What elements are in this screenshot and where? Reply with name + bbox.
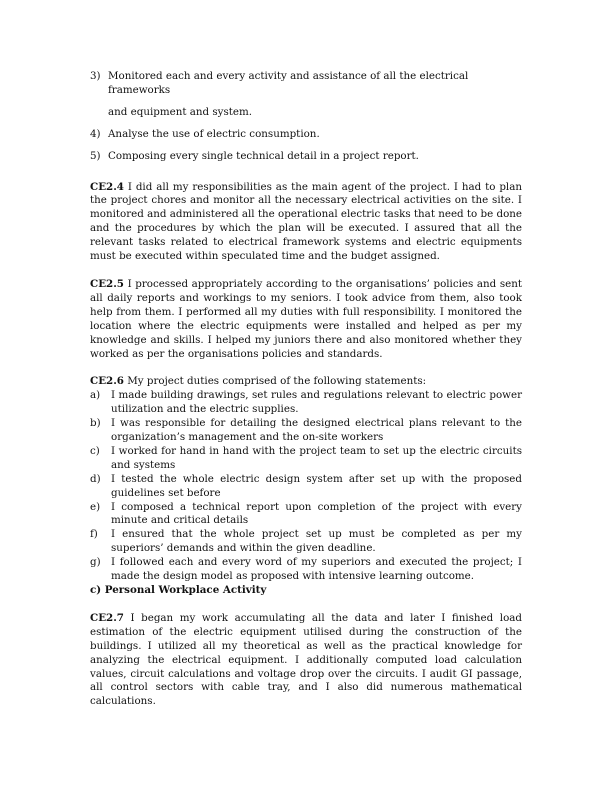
ce-label: CE2.7 <box>90 611 124 624</box>
ce-label: CE2.4 <box>90 180 124 193</box>
item-text: I ensured that the whole project set up must be completed as per my superiors’ demands and within the given deadline. <box>111 528 522 555</box>
paragraph-text: I processed appropriately according to the organisations’ policies and sent all daily reports and workings to my seniors. I took advice from them, also took help from them. I performed all my duties with full responsibility. I monitored the location where the electric equipments were installed and helped as per my knowledge and skills. I helped my juniors there and also monitored whether they worked as per the organisations policies and standards. <box>90 277 522 360</box>
list-item <box>90 445 522 473</box>
item-marker: e) <box>90 500 101 513</box>
item-text: Composing every single technical detail in a project report. <box>108 149 419 162</box>
item-marker: d) <box>90 472 101 485</box>
ce-label: CE2.6 <box>90 375 124 388</box>
item-text: I tested the whole electric design system after set up with the proposed guidelines set before <box>111 472 522 499</box>
paragraph-ce26 <box>90 375 522 389</box>
paragraph-text: I did all my responsibilities as the main agent of the project. I had to plan the project chores and monitor all the necessary electrical activities on the site. I monitored and administered all the operational electric tasks that need to be done and the procedures by which the plan will be executed. I assured that all the relevant tasks related to electrical framework systems and electric equipments must be executed within speculated time and the budget assigned. <box>90 180 522 263</box>
duties-list <box>90 389 522 584</box>
item-text: I was responsible for detailing the designed electrical plans relevant to the organization’s management and the on-site workers <box>111 417 522 444</box>
section-heading: c) Personal Workplace Activity <box>90 584 267 596</box>
item-marker: c) <box>90 444 100 457</box>
item-text: I composed a technical report upon completion of the project with every minute and critical details <box>111 500 522 527</box>
item-number: 5) <box>90 149 101 162</box>
list-item <box>90 389 522 417</box>
item-text: I followed each and every word of my superiors and executed the project; I made the design model as proposed with intensive learning outcome. <box>111 556 522 583</box>
document-page <box>90 70 522 709</box>
item-number: 4) <box>90 127 101 140</box>
item-text: I worked for hand in hand with the project team to set up the electric circuits and systems <box>111 444 522 471</box>
item-number: 3) <box>90 70 101 82</box>
item-text: I made building drawings, set rules and regulations relevant to electric power utilization and the electric supplies. <box>111 389 522 416</box>
item-marker: f) <box>90 528 98 541</box>
item-text: Analyse the use of electric consumption. <box>108 127 320 140</box>
paragraph-ce27 <box>90 612 522 709</box>
item-marker: b) <box>90 417 101 430</box>
list-item <box>90 417 522 445</box>
paragraph-ce24 <box>90 181 522 264</box>
paragraph-text: My project duties comprised of the following statements: <box>123 375 427 388</box>
item-text: Monitored each and every activity and assistance of all the electrical frameworks <box>108 70 469 96</box>
list-item <box>90 473 522 501</box>
list-item <box>90 528 522 556</box>
list-item <box>90 70 522 120</box>
list-item <box>90 150 522 164</box>
item-marker: g) <box>90 556 101 569</box>
paragraph-ce25 <box>90 278 522 361</box>
list-item <box>90 556 522 584</box>
list-item <box>90 128 522 142</box>
paragraph-text: I began my work accumulating all the data and later I finished load estimation of the electric equipment utilised during the construction of the buildings. I utilized all my theoretical as well as the practical knowledge for analyzing the electrical equipment. I additionally computed load calculation values, circuit calculations and voltage drop over the circuits. I audit GI passage, all control sectors with cable tray, and I also did numerous mathematical calculations. <box>90 611 522 708</box>
ce-label: CE2.5 <box>90 277 124 290</box>
numbered-list <box>90 70 522 164</box>
item-text-continued: and equipment and system. <box>108 105 253 118</box>
item-marker: a) <box>90 389 101 402</box>
list-item <box>90 501 522 529</box>
